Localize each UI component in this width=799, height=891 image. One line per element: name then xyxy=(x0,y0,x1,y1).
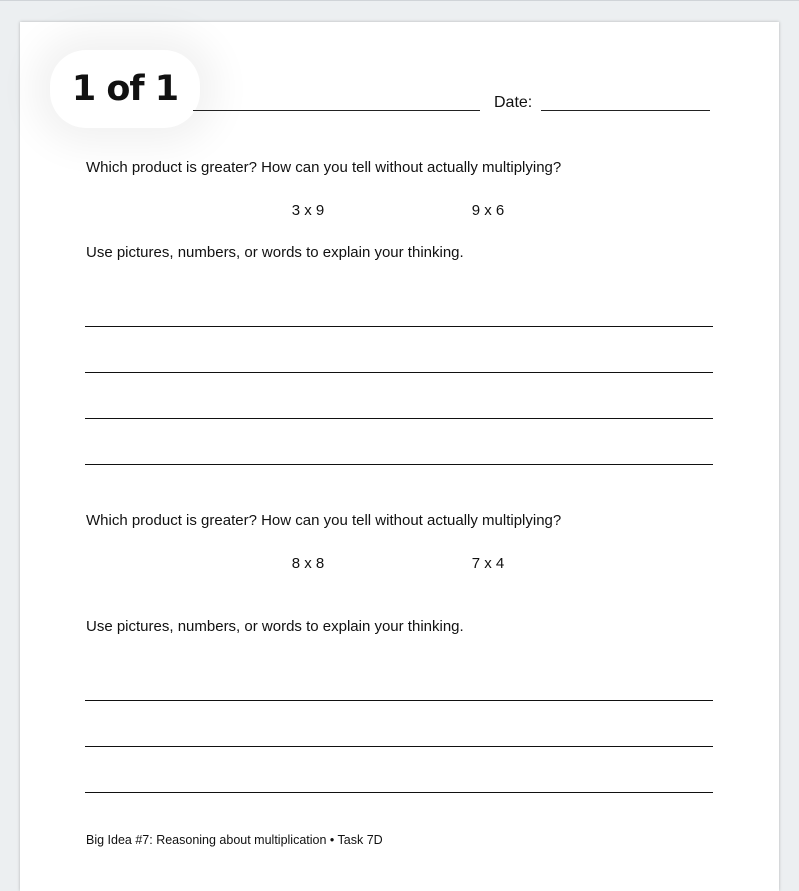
question-1-answer-line xyxy=(85,372,713,373)
question-1-prompt: Which product is greater? How can you tell without actually multiplying? xyxy=(86,159,562,176)
page-indicator-badge xyxy=(50,50,200,128)
question-1-instruction: Use pictures, numbers, or words to explain your thinking. xyxy=(86,244,464,261)
window-top-edge xyxy=(0,0,799,1)
question-2-answer-line xyxy=(85,792,713,793)
worksheet-page xyxy=(20,22,779,891)
question-2-answer-line xyxy=(85,746,713,747)
question-2-prompt: Which product is greater? How can you tell without actually multiplying? xyxy=(86,512,562,529)
question-1-expression-b: 9 x 6 xyxy=(471,202,505,219)
name-write-line xyxy=(193,110,480,111)
date-write-line xyxy=(541,110,710,111)
question-2-expression-a: 8 x 8 xyxy=(291,555,325,572)
question-2-answer-line xyxy=(85,700,713,701)
question-1-answer-line xyxy=(85,418,713,419)
question-2-expression-b: 7 x 4 xyxy=(471,555,505,572)
date-label: Date: xyxy=(494,94,533,111)
page-indicator: 1 of 1 xyxy=(71,69,179,109)
footer-task-label: Big Idea #7: Reasoning about multiplication • Task 7D xyxy=(86,833,383,847)
question-1-answer-line xyxy=(85,464,713,465)
question-1-expression-a: 3 x 9 xyxy=(291,202,325,219)
question-2-instruction: Use pictures, numbers, or words to explain your thinking. xyxy=(86,618,464,635)
question-1-answer-line xyxy=(85,326,713,327)
